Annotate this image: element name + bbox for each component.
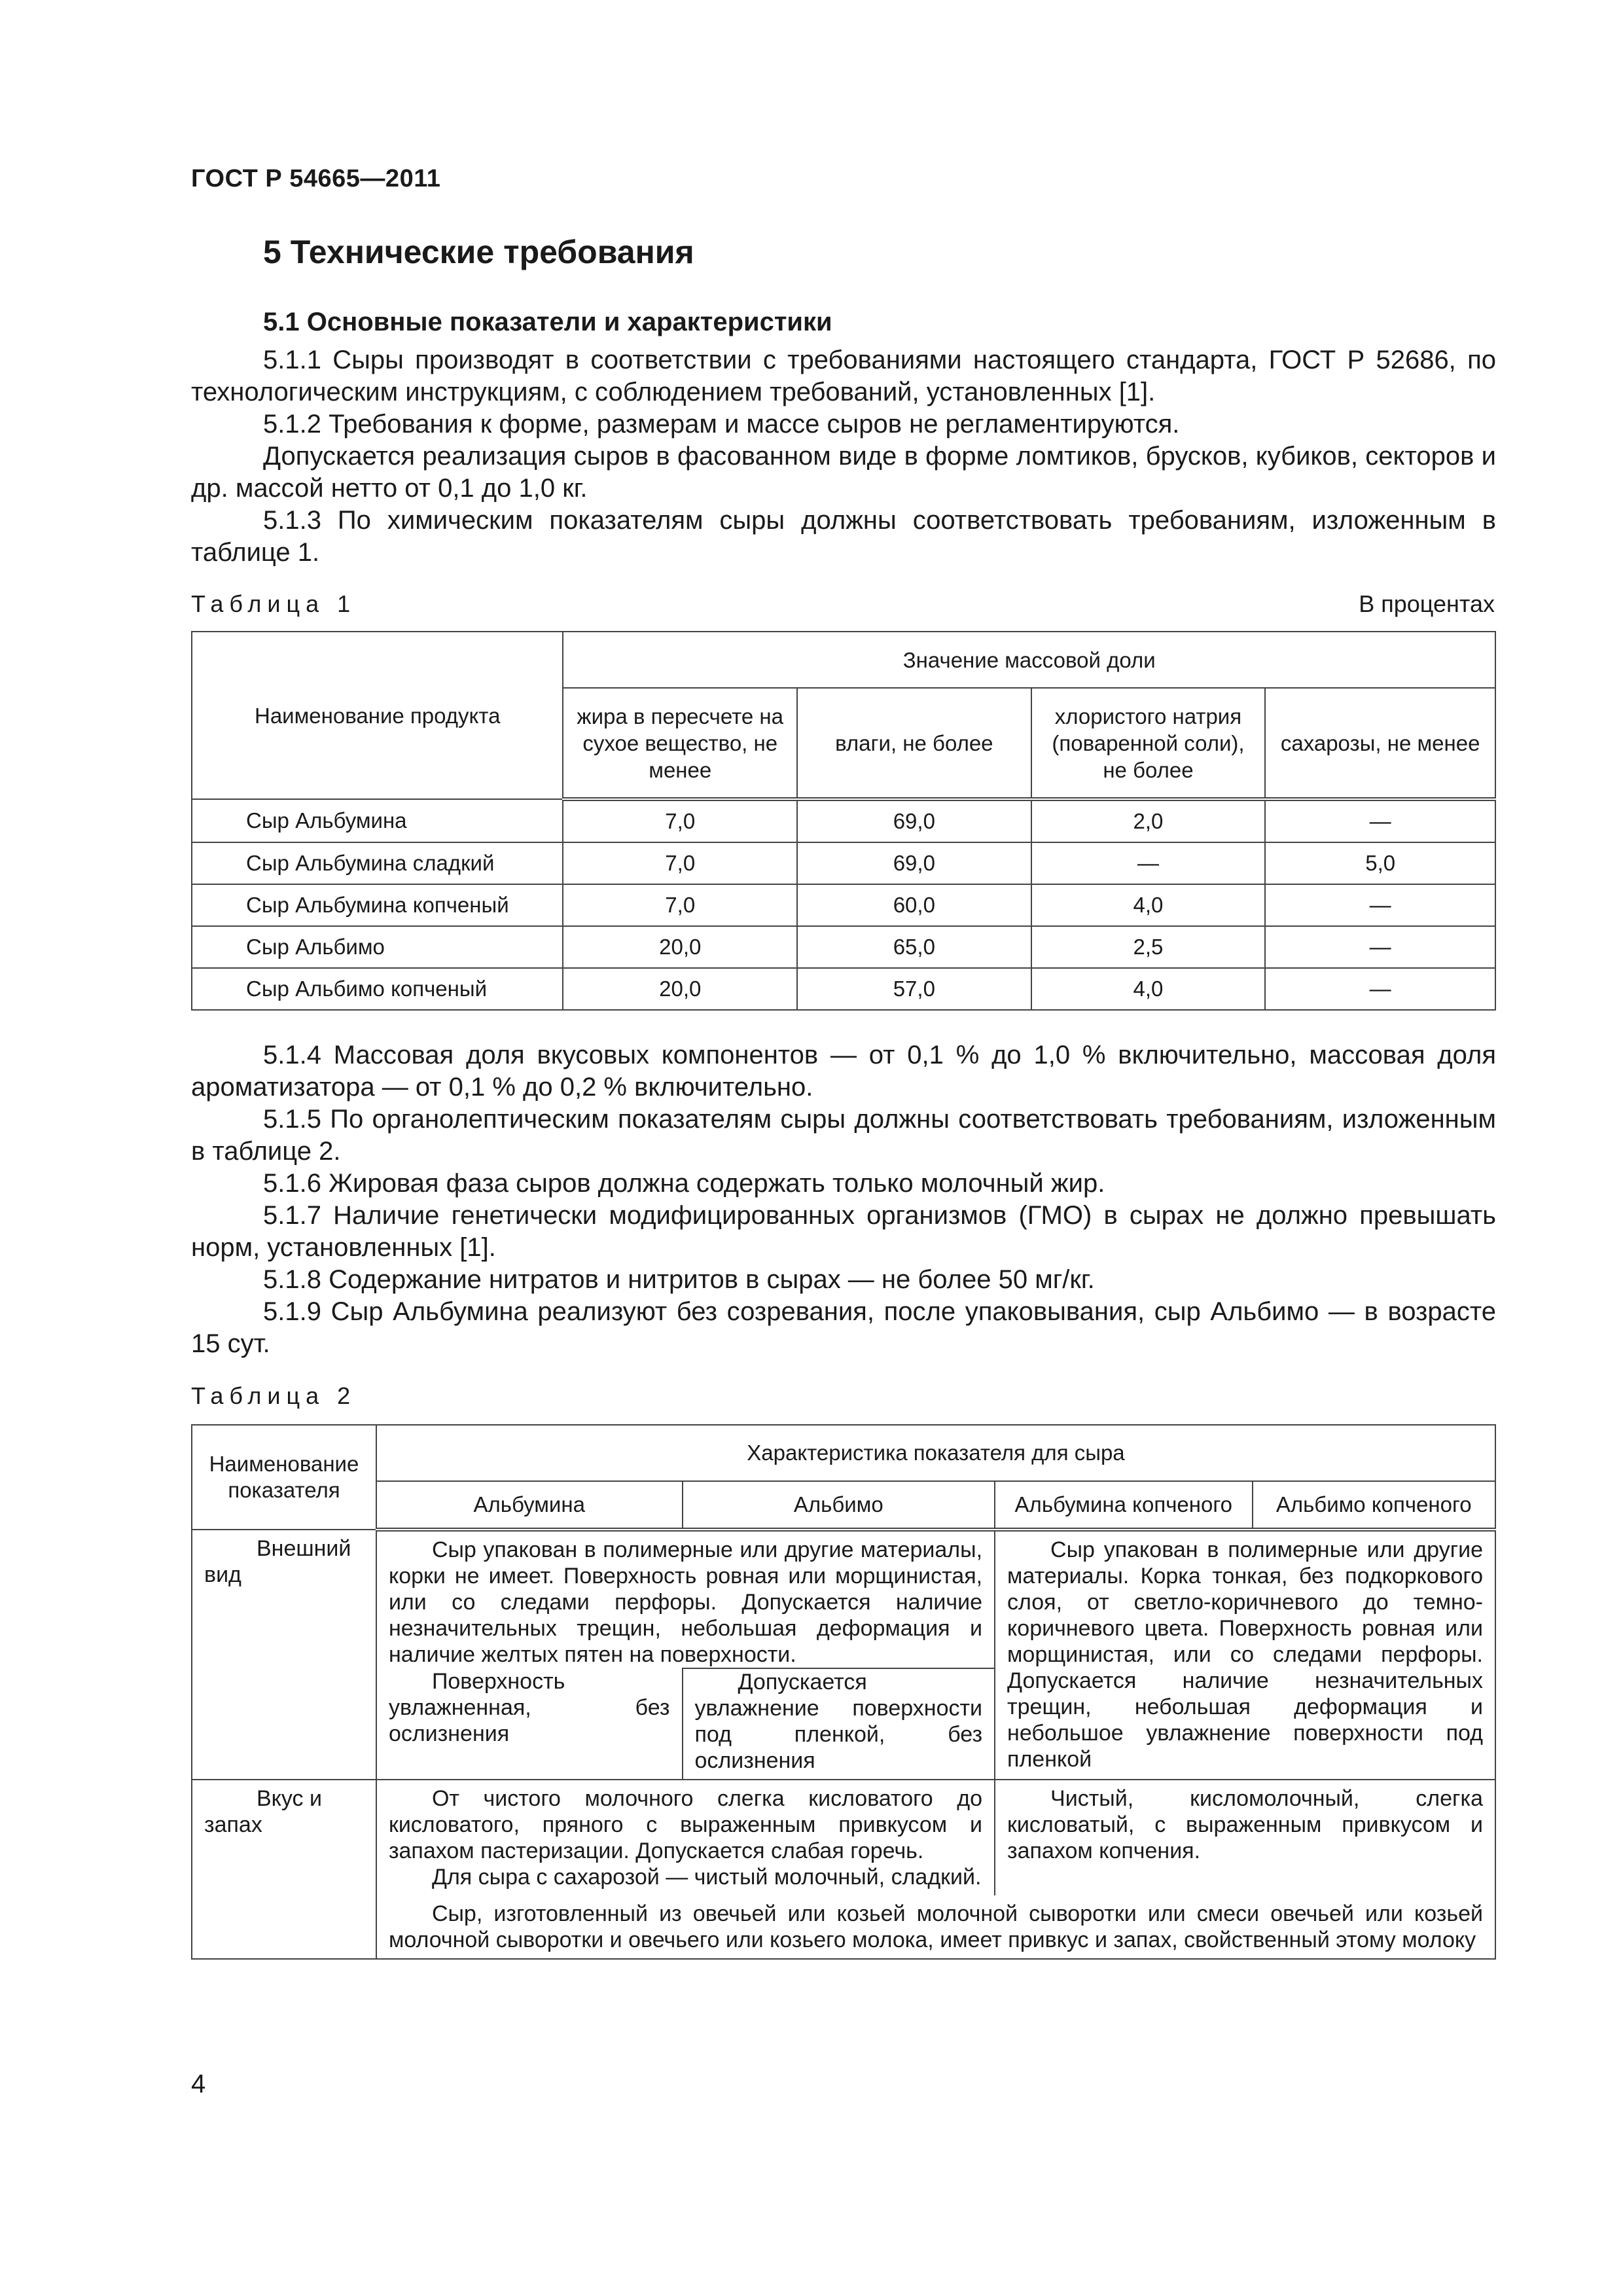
- table2: [191, 1424, 1496, 1960]
- table-cell: 5,0: [1265, 842, 1495, 884]
- table1-header-name: Наименование продукта: [192, 632, 563, 799]
- table-row: [192, 1895, 1495, 1959]
- taste-smoked-cell: Чистый, кисломолочный, слегка кисловатый, с выраженным привкусом и запахом копчения.: [995, 1780, 1495, 1895]
- table-cell: 4,0: [1031, 884, 1266, 926]
- table-cell: —: [1265, 884, 1495, 926]
- paragraph-block-2: [191, 1039, 1496, 1360]
- table-row: [192, 842, 1495, 884]
- table-row: [192, 799, 1495, 842]
- document-header: ГОСТ Р 54665—2011: [191, 165, 441, 192]
- table-row: [192, 926, 1495, 968]
- table-cell: 57,0: [797, 968, 1031, 1010]
- subsection-title: 5.1 Основные показатели и характеристики: [263, 308, 832, 336]
- paragraph-5-1-3: 5.1.3 По химическим показателям сыры должны соответствовать требованиям, изложенным в таблице 1.: [191, 506, 1496, 567]
- table-cell: Сыр Альбумина сладкий: [192, 842, 563, 884]
- paragraph-5-1-4: 5.1.4 Массовая доля вкусовых компонентов — от 0,1 % до 1,0 % включительно, массовая доля ароматизатора — от 0,1 % до 0,2 % включительно.: [191, 1041, 1496, 1102]
- table-cell: 20,0: [563, 926, 797, 968]
- paragraph-5-1-8: 5.1.8 Содержание нитратов и нитритов в сырах — не более 50 мг/кг.: [263, 1265, 1095, 1294]
- appearance-albumina-cell: Поверхность увлажненная, без ослизнения: [376, 1668, 683, 1780]
- table-cell: Сыр Альбимо копченый: [192, 968, 563, 1010]
- row-label-appearance: Внешний вид: [192, 1530, 376, 1780]
- table2-header-albumina: Альбумина: [376, 1481, 683, 1530]
- table-cell: 69,0: [797, 842, 1031, 884]
- table1-header-salt: хлористого натрия (поваренной соли), не более: [1031, 688, 1266, 799]
- table-row: [192, 1780, 1495, 1895]
- table-cell: —: [1031, 842, 1266, 884]
- table1-caption: Таблица 1: [191, 590, 357, 617]
- paragraph-5-1-9: 5.1.9 Сыр Альбумина реализуют без созревания, после упаковывания, сыр Альбимо — в возрасте 15 сут.: [191, 1297, 1496, 1358]
- table-cell: Сыр Альбумина копченый: [192, 884, 563, 926]
- table1-header-fat: жира в пересчете на сухое вещество, не менее: [563, 688, 797, 799]
- table-cell: 69,0: [797, 799, 1031, 842]
- table2-header-albumina-smoked: Альбумина копченого: [995, 1481, 1252, 1530]
- table-cell: —: [1265, 799, 1495, 842]
- table-cell: 4,0: [1031, 968, 1266, 1010]
- page-number: 4: [191, 2070, 206, 2098]
- taste-left-cell: От чистого молочного слегка кисловатого до кисловатого, пряного с выраженным привкусом и запахом пастеризации. Допускается слабая горечь. Для сыра с сахарозой — чистый молочный, сладкий.: [376, 1780, 995, 1895]
- table1-header-group: Значение массовой доли: [563, 632, 1495, 688]
- paragraph-5-1-6: 5.1.6 Жировая фаза сыров должна содержать только молочный жир.: [263, 1169, 1105, 1198]
- table1-header-moisture: влаги, не более: [797, 688, 1031, 799]
- paragraph-block-1: [191, 344, 1496, 569]
- table1-unit: В процентах: [1359, 590, 1495, 617]
- table-cell: 7,0: [563, 842, 797, 884]
- row-label-taste: Вкус и запах: [192, 1780, 376, 1959]
- table-row: [192, 884, 1495, 926]
- section-title: 5 Технические требования: [263, 234, 694, 270]
- paragraph-5-1-2: 5.1.2 Требования к форме, размерам и массе сыров не регламентируются.: [263, 410, 1180, 439]
- table-row: [192, 1530, 1495, 1668]
- table-cell: Сыр Альбимо: [192, 926, 563, 968]
- appearance-smoked-cell: Сыр упакован в полимерные или другие материалы. Корка тонкая, без подкоркового слоя, от светло-коричневого до темно-коричневого цвета. Поверхность ровная или морщинистая, или со следами перфоры. Допускается наличие незначительных трещин, небольшая деформация и небольшое увлажнение поверхности под пленкой: [995, 1530, 1495, 1780]
- taste-common-cell: Сыр, изготовленный из овечьей или козьей молочной сыворотки или смеси овечьей или козьей молочной сыворотки и овечьего или козьего молока, имеет привкус и запах, свойственный этому молоку: [376, 1895, 1495, 1959]
- table-cell: 2,5: [1031, 926, 1266, 968]
- table-cell: 65,0: [797, 926, 1031, 968]
- table-cell: —: [1265, 926, 1495, 968]
- table-cell: Сыр Альбумина: [192, 799, 563, 842]
- table2-header-indicator: Наименование показателя: [192, 1425, 376, 1530]
- table2-header-albimo-smoked: Альбимо копченого: [1253, 1481, 1496, 1530]
- table2-caption: Таблица 2: [191, 1382, 357, 1409]
- table-cell: 7,0: [563, 884, 797, 926]
- appearance-common-cell: Сыр упакован в полимерные или другие материалы, корки не имеет. Поверхность ровная или морщинистая, или со следами перфоры. Допускается наличие незначительных трещин, небольшая деформация и наличие желтых пятен на поверхности.: [376, 1530, 995, 1668]
- paragraph-5-1-1: 5.1.1 Сыры производят в соответствии с требованиями настоящего стандарта, ГОСТ Р 52686, по технологическим инструкциям, с соблюдением требований, установленных [1].: [191, 346, 1496, 406]
- table1-header-sucrose: сахарозы, не менее: [1265, 688, 1495, 799]
- table-cell: —: [1265, 968, 1495, 1010]
- table-cell: 7,0: [563, 799, 797, 842]
- appearance-albimo-cell: Допускается увлажнение поверхности под пленкой, без ослизнения: [683, 1668, 995, 1780]
- table-cell: 20,0: [563, 968, 797, 1010]
- table-cell: 2,0: [1031, 799, 1266, 842]
- table-cell: 60,0: [797, 884, 1031, 926]
- paragraph-5-1-5: 5.1.5 По органолептическим показателям сыры должны соответствовать требованиям, изложенным в таблице 2.: [191, 1105, 1496, 1166]
- table2-header-albimo: Альбимо: [683, 1481, 995, 1530]
- table2-header-group: Характеристика показателя для сыра: [376, 1425, 1495, 1481]
- table-row: [192, 968, 1495, 1010]
- table1: [191, 631, 1496, 1011]
- paragraph-5-1-7: 5.1.7 Наличие генетически модифицированных организмов (ГМО) в сырах не должно превышать норм, установленных [1].: [191, 1201, 1496, 1262]
- paragraph-packaging: Допускается реализация сыров в фасованном виде в форме ломтиков, брусков, кубиков, секторов и др. массой нетто от 0,1 до 1,0 кг.: [191, 442, 1496, 503]
